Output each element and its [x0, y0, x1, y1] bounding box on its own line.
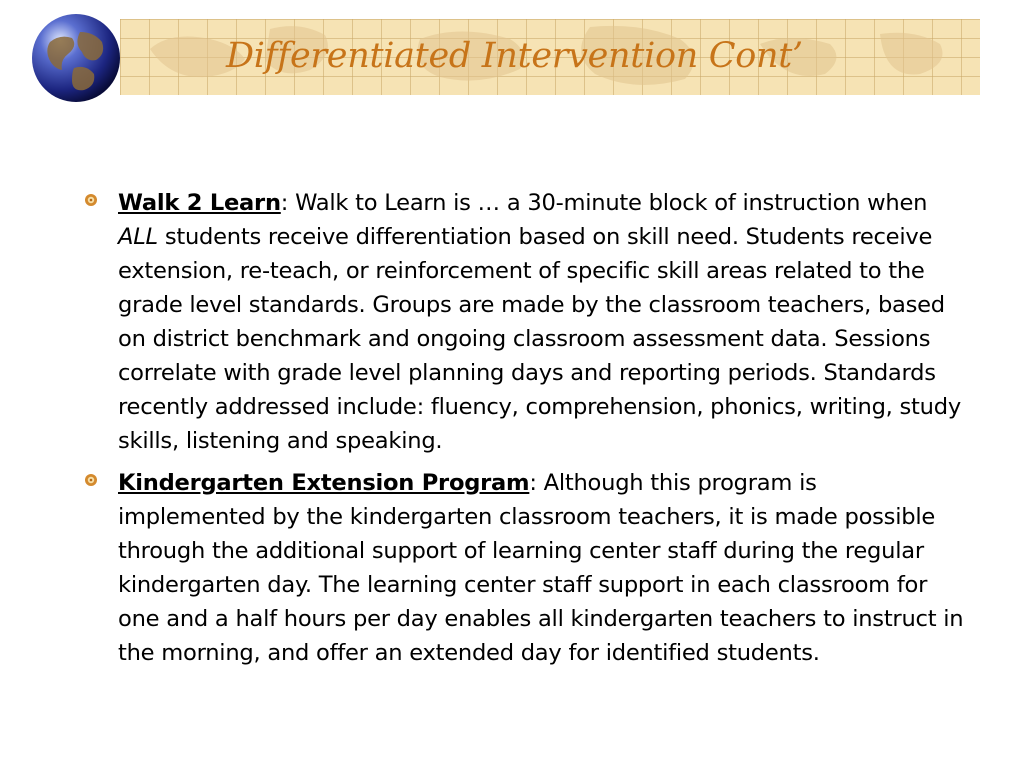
bullet-body-start: Walk to Learn is … a 30-minute block of instruction when: [288, 190, 928, 216]
sunburst-bullet-icon: [84, 472, 98, 486]
bullet-body-end: students receive differentiation based on skill need. Students receive extension, re-teach, or reinforcement of specific skill areas related to the grade level standards. Groups are made by the classroom teachers, based on district benchmark and ongoing classroom assessment data. Sessions correlate with grade level planning days and reporting periods. Standards recently addressed include: fluency, comprehension, phonics, writing, study skills, listening and speaking.: [118, 224, 961, 454]
slide-title: Differentiated Intervention Cont’: [226, 36, 803, 76]
bullet-item-kindergarten-extension: [84, 466, 964, 670]
bullet-text: [118, 466, 964, 670]
bullet-body: Although this program is implemented by the kindergarten classroom teachers, it is made possible through the additional support of learning center staff during the regular kindergarten day. The learning center staff support in each classroom for one and a half hours per day enables all kindergarten teachers to instruct in the morning, and offer an extended day for identified students.: [118, 470, 964, 666]
bullet-item-walk-2-learn: [84, 186, 964, 458]
bullet-term: Walk 2 Learn: [118, 190, 281, 216]
sunburst-bullet-icon: [84, 192, 98, 206]
emphasis-text: ALL: [118, 224, 158, 250]
globe-icon: [30, 12, 122, 104]
term-separator: :: [529, 470, 537, 496]
term-separator: :: [280, 190, 289, 216]
bullet-list: [84, 186, 964, 678]
bullet-text: [118, 186, 964, 458]
bullet-term: Kindergarten Extension Program: [118, 470, 530, 496]
